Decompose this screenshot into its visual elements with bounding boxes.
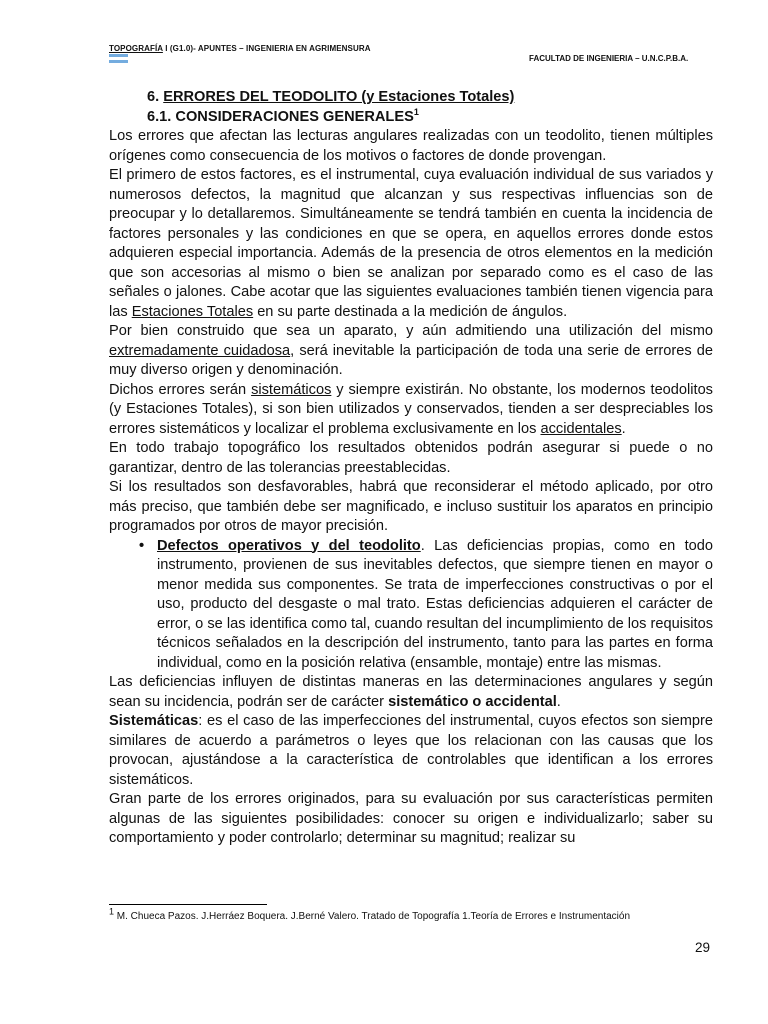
subsection-heading: [109, 108, 713, 128]
page-number: 29: [695, 940, 711, 955]
subsection-number: 6.1.: [147, 108, 176, 125]
paragraph-8-text: : es el caso de las imperfecciones del instrumental, cuyos efectos son siempre similares de acuerdo a parámetros o leyes que los relacionan con las causas que los provocan, ajustándose a la característica de controlables que identifican a los errores sistemáticos.: [109, 713, 713, 788]
paragraph-4: [109, 381, 713, 440]
footnote-mark: 1: [109, 906, 115, 917]
paragraph-7-end: .: [556, 693, 561, 710]
bullet-title: Defectos operativos y del teodolito: [157, 537, 421, 554]
paragraph-4-text: Dichos errores serán: [109, 381, 252, 398]
section-number: 6.: [147, 89, 164, 105]
bullet-defectos: [109, 537, 713, 674]
paragraph-2-text: El primero de estos factores, es el instrumental, cuya evaluación individual de sus variados y numerosos defectos, la magnitud que alcanzan y sus respectivas influencias son de preocupar y lo detallaremos. Simultáneamente se tendrá también en cuenta la incidencia de factores personales y las condiciones en que se opera, en aquellos errores donde estos adquieren especial importancia. Además de la presencia de otros elementos en la medición que son accesorias al mismo o bien se analizan por separado como es el caso de las señales o jalones. Cabe acotar que las siguientes evaluaciones también tienen vigencia para las: [109, 167, 713, 320]
paragraph-4-middle: y siempre existirán. No obstante, los modernos teodolitos (y Estaciones Totales), si son bien utilizados y conservados, tienden a ser despreciables los errores sistemáticos y localizar el problema exclusivamente en los: [109, 381, 713, 437]
header-course-detail: I (G1.0)- APUNTES – INGENIERIA EN AGRIMENSURA: [162, 44, 371, 53]
bullet-text: . Las deficiencias propias, como en todo instrumento, provienen de sus inevitables defectos, que siempre tienen en mayor o menor medida sus componentes. Se trata de imperfecciones constructivas o por el uso, producto del desgaste o mal trato. Estas deficiencias adquieren el carácter de error, o se las identifica como tal, cuando resultan del incumplimiento de los requisitos técnicos señalados en la descripción del instrumento, tanto para las partes en forma individual, como en la posición relativa (ensamble, montaje) entre las mismas.: [157, 537, 713, 671]
footnote: [109, 906, 669, 923]
header-faculty: FACULTAD DE INGENIERIA – U.N.C.P.B.A.: [529, 54, 689, 63]
header-course-name: TOPOGRAFÍA: [109, 44, 163, 53]
footnote-text: M. Chueca Pazos. J.Herráez Boquera. J.Berné Valero. Tratado de Topografía 1.Teoría de Errores e Instrumentación: [114, 911, 631, 922]
underlined-sistematicos: sistemáticos: [251, 381, 332, 398]
bullet-icon: •: [139, 537, 145, 554]
argentina-flag-icon: [109, 54, 128, 63]
header-course-title: [109, 44, 371, 53]
subsection-title: CONSIDERACIONES GENERALES: [175, 108, 414, 125]
paragraph-4-end: .: [621, 420, 626, 437]
bold-sistematicas: Sistemáticas: [109, 713, 199, 729]
paragraph-3-end: , será inevitable la participación de toda una serie de errores de muy diverso origen y denominación.: [109, 342, 713, 378]
footnote-divider: [109, 904, 267, 905]
paragraph-7-text: Las deficiencias influyen de distintas maneras en las determinaciones angulares y según sean su incidencia, podrán ser de carácter: [109, 674, 713, 710]
paragraph-3: [109, 322, 713, 381]
underlined-cuidadosa: extremadamente cuidadosa: [109, 342, 291, 359]
paragraph-2: [109, 166, 713, 322]
section-heading: [109, 88, 713, 108]
paragraph-5: En todo trabajo topográfico los resultados obtenidos podrán asegurar si puede o no garantizar, dentro de las tolerancias preestablecidas.: [109, 440, 713, 476]
page-content: [109, 88, 713, 849]
section-title: ERRORES DEL TEODOLITO (y Estaciones Totales): [163, 89, 515, 105]
bold-sistematico-accidental: sistemático o accidental: [388, 693, 557, 710]
paragraph-7: [109, 673, 713, 712]
footnote-reference: 1: [413, 106, 419, 117]
paragraph-2-end: en su parte destinada a la medición de ángulos.: [253, 303, 568, 320]
paragraph-6: Si los resultados son desfavorables, habrá que reconsiderar el método aplicado, por otro más preciso, que también debe ser magnificado, e incluso sustituir los aparatos en principio programados por otros de mayor precisión.: [109, 479, 713, 534]
paragraph-9: Gran parte de los errores originados, para su evaluación por sus características permiten algunas de las siguientes posibilidades: conocer su origen e individualizarlo; saber su comportamiento y poder controlarlo; determinar su magnitud; realizar su: [109, 791, 713, 846]
paragraph-3-text: Por bien construido que sea un aparato, y aún admitiendo una utilización del mismo: [109, 323, 713, 339]
paragraph-1: Los errores que afectan las lecturas angulares realizadas con un teodolito, tienen múltiples orígenes como consecuencia de los motivos o factores de donde provengan.: [109, 128, 713, 164]
underlined-accidentales: accidentales: [540, 420, 622, 437]
paragraph-8: [109, 712, 713, 790]
flag-stripe-bottom: [109, 60, 128, 63]
estaciones-totales-link: Estaciones Totales: [131, 303, 254, 320]
